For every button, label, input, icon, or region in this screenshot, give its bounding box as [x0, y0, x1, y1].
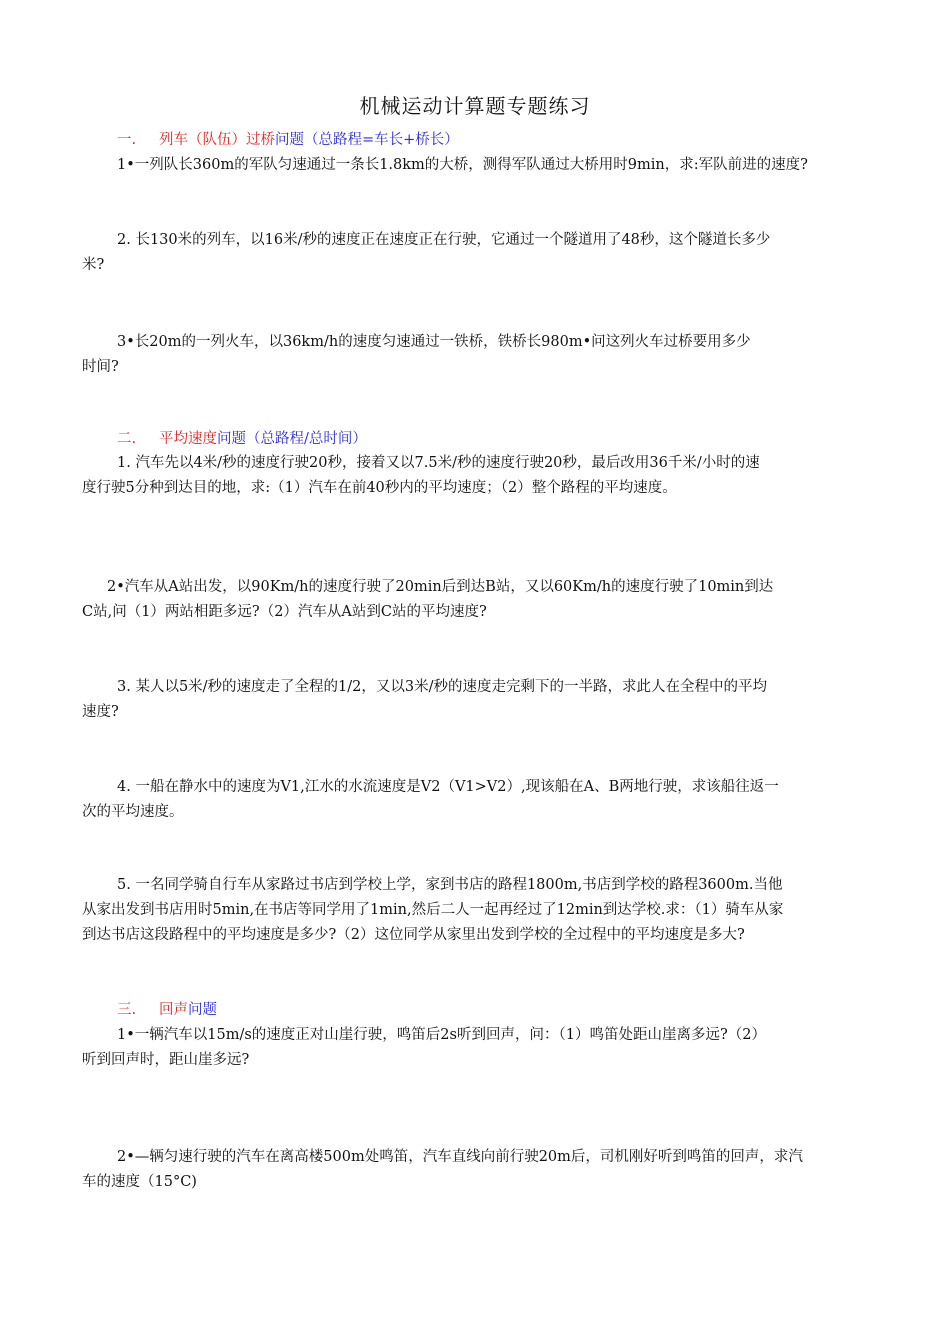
section-title-blue: 问题（总路程=车长+桥长）: [275, 132, 459, 148]
section-heading-2: [117, 427, 929, 452]
question-text: 从家出发到书店用时5min,在书店等同学用了1min,然后二人一起再经过了12min到达学校.求：（1）骑车从家: [82, 902, 784, 918]
question-text: 米?: [82, 257, 105, 273]
question-text: 到达书店这段路程中的平均速度是多少?（2）这位同学从家里出发到学校的全过程中的平均速度是多大?: [82, 927, 745, 943]
section-title-blue: 问题: [188, 1002, 217, 1018]
question-text: 次的平均速度。: [82, 804, 184, 820]
question-text: 3•长20m的一列火车，以36km/h的速度匀速通过一铁桥，铁桥长980m•问这列火车过桥要用多少: [117, 334, 751, 350]
section-heading-1: [117, 128, 929, 153]
document-title: 机械运动计算题专题练习: [359, 94, 591, 118]
question-text: 听到回声时，距山崖多远?: [82, 1052, 250, 1068]
section-heading-3: [117, 998, 929, 1023]
question-text: 1•一辆汽车以15m/s的速度正对山崖行驶，鸣笛后2s听到回声，问：（1）鸣笛处距山崖离多远?（2）: [117, 1027, 766, 1043]
section-number: 二.: [117, 431, 137, 447]
question-text: 4. 一船在静水中的速度为V1,江水的水流速度是V2（V1>V2）,现该船在A、B两地行驶，求该船往返一: [117, 779, 779, 795]
question-text: 3. 某人以5米/秒的速度走了全程的1/2，又以3米/秒的速度走完剩下的一半路，求此人在全程中的平均: [117, 679, 767, 695]
question-text: 速度?: [82, 704, 119, 720]
question-text: 车的速度（15°C): [82, 1174, 197, 1190]
question-text: C站,问（1）两站相距多远?（2）汽车从A站到C站的平均速度?: [82, 604, 487, 620]
question-text: 2. 长130米的列车，以16米/秒的速度正在速度正在行驶，它通过一个隧道用了48秒，这个隧道长多少: [117, 232, 771, 248]
section-number: 三.: [117, 1002, 137, 1018]
section-title-red: 回声: [159, 1002, 188, 1018]
section-title-blue: 问题（总路程/总时间）: [217, 431, 367, 447]
question-text: 5. 一名同学骑自行车从家路过书店到学校上学，家到书店的路程1800m,书店到学校的路程3600m.当他: [117, 877, 783, 893]
section-title-red: 平均速度: [159, 431, 217, 447]
section-title-red: 列车（队伍）过桥: [159, 132, 275, 148]
question-text: 1•一列队长360m的军队匀速通过一条长1.8km的大桥，测得军队通过大桥用时9min，求:军队前进的速度?: [117, 157, 808, 173]
question-text: 2•—辆匀速行驶的汽车在离高楼500m处鸣笛，汽车直线向前行驶20m后，司机刚好听到鸣笛的回声，求汽: [117, 1149, 803, 1165]
section-number: 一.: [117, 132, 137, 148]
question-text: 时间?: [82, 359, 119, 375]
question-text: 2•汽车从A站出发，以90Km/h的速度行驶了20min后到达B站，又以60Km/h的速度行驶了10min到达: [107, 579, 774, 595]
question-text: 度行驶5分种到达目的地，求:（1）汽车在前40秒内的平均速度；（2）整个路程的平均速度。: [82, 480, 677, 496]
question-text: 1. 汽车先以4米/秒的速度行驶20秒，接着又以7.5米/秒的速度行驶20秒，最后改用36千米/小时的速: [117, 455, 760, 471]
